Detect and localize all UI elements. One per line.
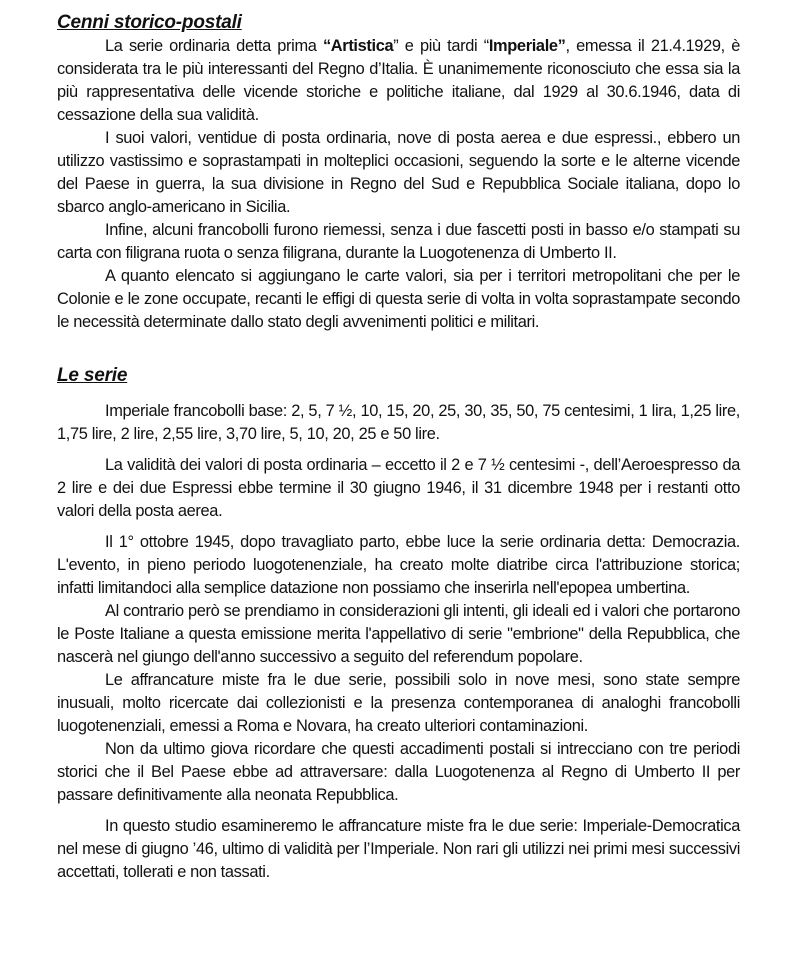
section-heading-le-serie: Le serie (57, 365, 128, 386)
paragraph: Il 1° ottobre 1945, dopo travagliato parto, ebbe luce la serie ordinaria detta: Democrazia. L'evento, in pieno periodo luogotenenziale, ha creato molte diatribe circa l'attribuzione storica; infatti limitandoci alla semplice datazione non possiamo che inserirla nell'epopea umbertina. (57, 533, 740, 597)
paragraph-values-list: Imperiale francobolli base: 2, 5, 7 ½, 10, 15, 20, 25, 30, 35, 50, 75 centesimi, 1 lira, 1,25 lire, 1,75 lire, 2 lire, 2,55 lire, 3,70 lire, 5, 10, 20, 25 e 50 lire. (57, 402, 740, 443)
section-heading-cenni: Cenni storico-postali (57, 12, 242, 33)
paragraph: A quanto elencato si aggiungano le carte valori, sia per i territori metropolitani che per le Colonie e le zone occupate, recanti le effigi di questa serie di volta in volta soprastampate secondo le necessità determinate dallo stato degli avvenimenti politici e militari. (57, 267, 740, 331)
paragraph: I suoi valori, ventidue di posta ordinaria, nove di posta aerea e due espressi., ebbero un utilizzo vastissimo e soprastampati in molteplici occasioni, seguendo la sorte e le alterne vicende del Paese in guerra, la sua divisione in Regno del Sud e Repubblica Sociale italiana, dopo lo sbarco anglo-americano in Sicilia. (57, 129, 740, 216)
text-run: La serie ordinaria detta prima (105, 37, 323, 55)
paragraph: Infine, alcuni francobolli furono riemessi, senza i due fascetti posti in basso e/o stampati su carta con filigrana ruota o senza filigrana, durante la Luogotenenza di Umberto II. (57, 221, 740, 262)
text-run: , emessa il 21.4.1929, è considerata tra le più interessanti del Regno d’Italia. È unanimemente riconosciuto che essa sia la più rappresentativa delle vicende storiche e politiche italiane, dal 1929 al 30.6.1946, data di cessazione della sua validità. (57, 37, 740, 124)
paragraph: Non da ultimo giova ricordare che questi accadimenti postali si intrecciano con tre periodi storici che il Bel Paese ebbe ad attraversare: dalla Luogotenenza al Regno di Umberto II per passare definitivamente alla neonata Repubblica. (57, 740, 740, 804)
paragraph: Le affrancature miste fra le due serie, possibili solo in nove mesi, sono state sempre inusuali, molto ricercate dai collezionisti e la presenza contemporanea di analoghi francobolli luogotenenziali, emessi a Roma e Novara, ha creato ulteriori contaminazioni. (57, 671, 740, 735)
paragraph: La validità dei valori di posta ordinaria – eccetto il 2 e 7 ½ centesimi -, dell’Aeroespresso da 2 lire e dei due Espressi ebbe termine il 30 giugno 1946, il 31 dicembre 1948 per i restanti otto valori della posta aerea. (57, 456, 740, 520)
bold-term-artistica: “Artistica (322, 37, 394, 55)
paragraph-intro (57, 35, 740, 127)
text-run: ” e più tardi “ (393, 37, 489, 55)
document-page (57, 11, 740, 884)
paragraph: Al contrario però se prendiamo in considerazioni gli intenti, gli ideali ed i valori che portarono le Poste Italiane a questa emissione merita l'appellativo di serie "embrione" della Repubblica, che nascerà nel giungo dell'anno successivo a seguito del referendum popolare. (57, 602, 740, 666)
bold-term-imperiale: Imperiale” (488, 37, 566, 55)
paragraph: In questo studio esamineremo le affrancature miste fra le due serie: Imperiale-Democratica nel mese di giugno ’46, ultimo di validità per l’Imperiale. Non rari gli utilizzi nei primi mesi successivi accettati, tollerati e non tassati. (57, 817, 740, 881)
